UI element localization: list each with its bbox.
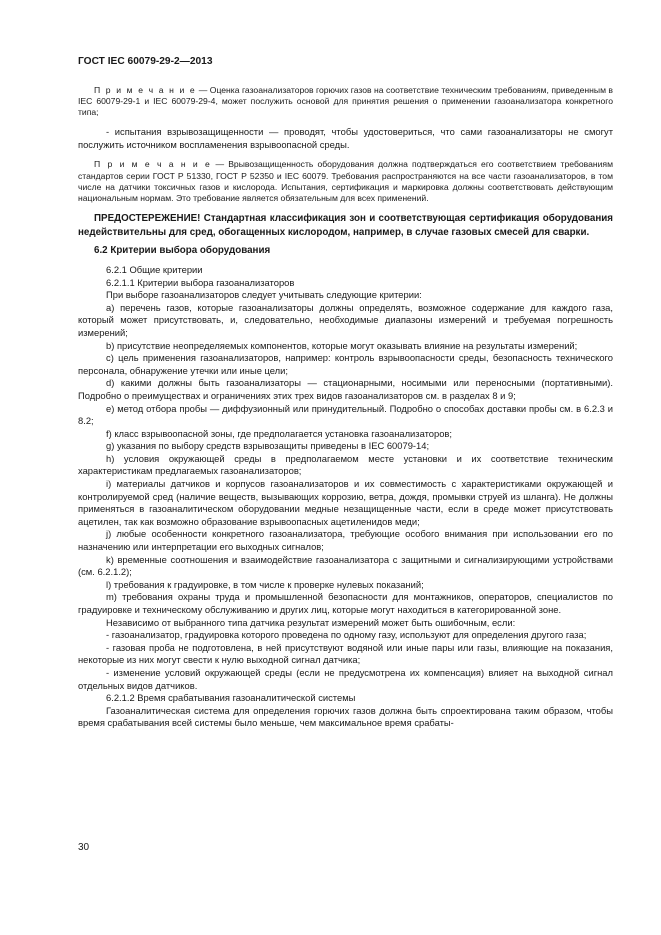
subsection-6-2-1-2: 6.2.1.2 Время срабатывания газоаналитической системы xyxy=(106,692,356,704)
criterion-b: b) присутствие неопределяемых компонентов, которые могут оказывать влияние на результаты измерений; xyxy=(106,339,578,351)
note-1-label: П р и м е ч а н и е xyxy=(94,84,197,95)
criterion-k: k) временные соотношения и взаимодействие газоанализатора с защитными и сигнализирующими устройствами (см. 6.2.1.2); xyxy=(78,553,613,578)
section-heading: 6.2 Критерии выбора оборудования xyxy=(94,245,271,257)
error-intro: Независимо от выбранного типа датчика результат измерений может быть ошибочным, если: xyxy=(106,616,516,628)
note-1-text: — Оценка газоанализаторов горючих газов на соответствие техническим требованиям, приведенным в IEC 60079-29-1 и IEC 60079-29-4, может послужить основой для принятия решения о применении газоанализатора конкретного типа; xyxy=(78,84,613,117)
note-1 xyxy=(78,85,613,119)
criterion-c: c) цель применения газоанализаторов, например: контроль взрывоопасности среды, безопасность технического персонала, обнаружение утечки или иные цели; xyxy=(78,352,613,376)
criterion-j: j) любые особенности конкретного газоанализатора, требующие особого внимания при использовании его по назначению или интерпретации его выходных сигналов; xyxy=(78,528,613,553)
note-2 xyxy=(78,159,613,204)
page-number: 30 xyxy=(78,842,90,853)
note-2-text: — Врывозащищенность оборудования должна подтверждаться его соответствием требованиям стандартов серии ГОСТ Р 51330, ГОСТ Р 52350 и IEC 60079. Требования распространяются на все части газоанализаторов, в том числе на датчики токсичных газов и кислорода. Испытания, сертификация и маркировка должны соответствовать действующим национальным нормам. Это требование является обязательным для всех применений. xyxy=(78,159,613,203)
subsection-6-2-1: 6.2.1 Общие критерии xyxy=(106,263,203,275)
criterion-h: h) условия окружающей среды в предполагаемом месте установки и их соответствие техническим характеристикам предлагаемых газоанализаторов; xyxy=(78,452,613,477)
criterion-l: l) требования к градуировке, в том числе к проверке нулевых показаний; xyxy=(106,578,424,590)
criterion-g: g) указания по выбору средств взрывозащиты приведены в IEC 60079-14; xyxy=(106,440,430,452)
criterion-e: e) метод отбора пробы — диффузионный или принудительный. Подробно о способах доставки пробы см. в 6.2.3 и 8.2; xyxy=(78,402,613,427)
bullet-explosion-tests: - испытания взрывозащищенности — проводят, чтобы удостовериться, что сами газоанализаторы не смогут послужить источником воспламенения взрывоопасной среды. xyxy=(78,126,613,150)
criterion-m: m) требования охраны труда и промышленной безопасности для монтажников, операторов, специалистов по градуировке и техническому обслуживанию и других лиц, которые могут находиться в категорированной зоне. xyxy=(78,591,613,616)
error-item-3: - изменение условий окружающей среды (если не предусмотрена их компенсация) влияет на выходной сигнал отдельных видов датчиков. xyxy=(78,666,613,691)
criterion-i: i) материалы датчиков и корпусов газоанализаторов и их совместимость с характеристиками окружающей и контролируемой сред (наличие веществ, вызывающих коррозию, ветра, дождя, промывки струей из шланга). Не должны применяться в газоаналитическом оборудовании медные незащищенные части, если в среде может присутствовать ацетилен, так как возможно образование взрывоопасных ацетиленидов меди; xyxy=(78,478,613,527)
subsection-6-2-1-1: 6.2.1.1 Критерии выбора газоанализаторов xyxy=(106,276,295,288)
document-page xyxy=(78,56,613,730)
criterion-d: d) какими должны быть газоанализаторы — стационарными, носимыми или переносными (портативными). Подробно о преимуществах и ограничениях этих трех видов газоанализаторов см. в разделах 8 и 9; xyxy=(78,377,613,401)
criterion-f: f) класс взрывоопасной зоны, где предполагается установка газоанализаторов; xyxy=(106,427,453,439)
document-header: ГОСТ IEC 60079-29-2—2013 xyxy=(78,56,213,67)
last-paragraph: Газоаналитическая система для определения горючих газов должна быть спроектирована таким образом, чтобы время срабатывания всей системы было меньше, чем максимальное время срабаты- xyxy=(78,704,613,729)
criteria-intro: При выборе газоанализаторов следует учитывать следующие критерии: xyxy=(106,289,422,301)
warning-paragraph: ПРЕДОСТЕРЕЖЕНИЕ! Стандартная классификация зон и соответствующая сертификация оборудования недействительны для сред, обогащенных кислородом, например, в случае газовых смесей для сварки. xyxy=(78,213,613,238)
error-item-2: - газовая проба не подготовлена, в ней присутствуют водяной или иные пары или газы, влияющие на показания, некоторые из них могут свести к нулю выходной сигнал датчика; xyxy=(78,641,613,666)
criterion-a: a) перечень газов, которые газоанализаторы должны определять, возможное содержание для каждого газа, который может присутствовать, и, следовательно, необходимые диапазоны измерений и требуемая погрешность измерений; xyxy=(78,301,613,338)
error-item-1: - газоанализатор, градуировка которого проведена по одному газу, используют для определения другого газа; xyxy=(106,629,587,641)
note-2-label: П р и м е ч а н и е xyxy=(94,159,212,170)
